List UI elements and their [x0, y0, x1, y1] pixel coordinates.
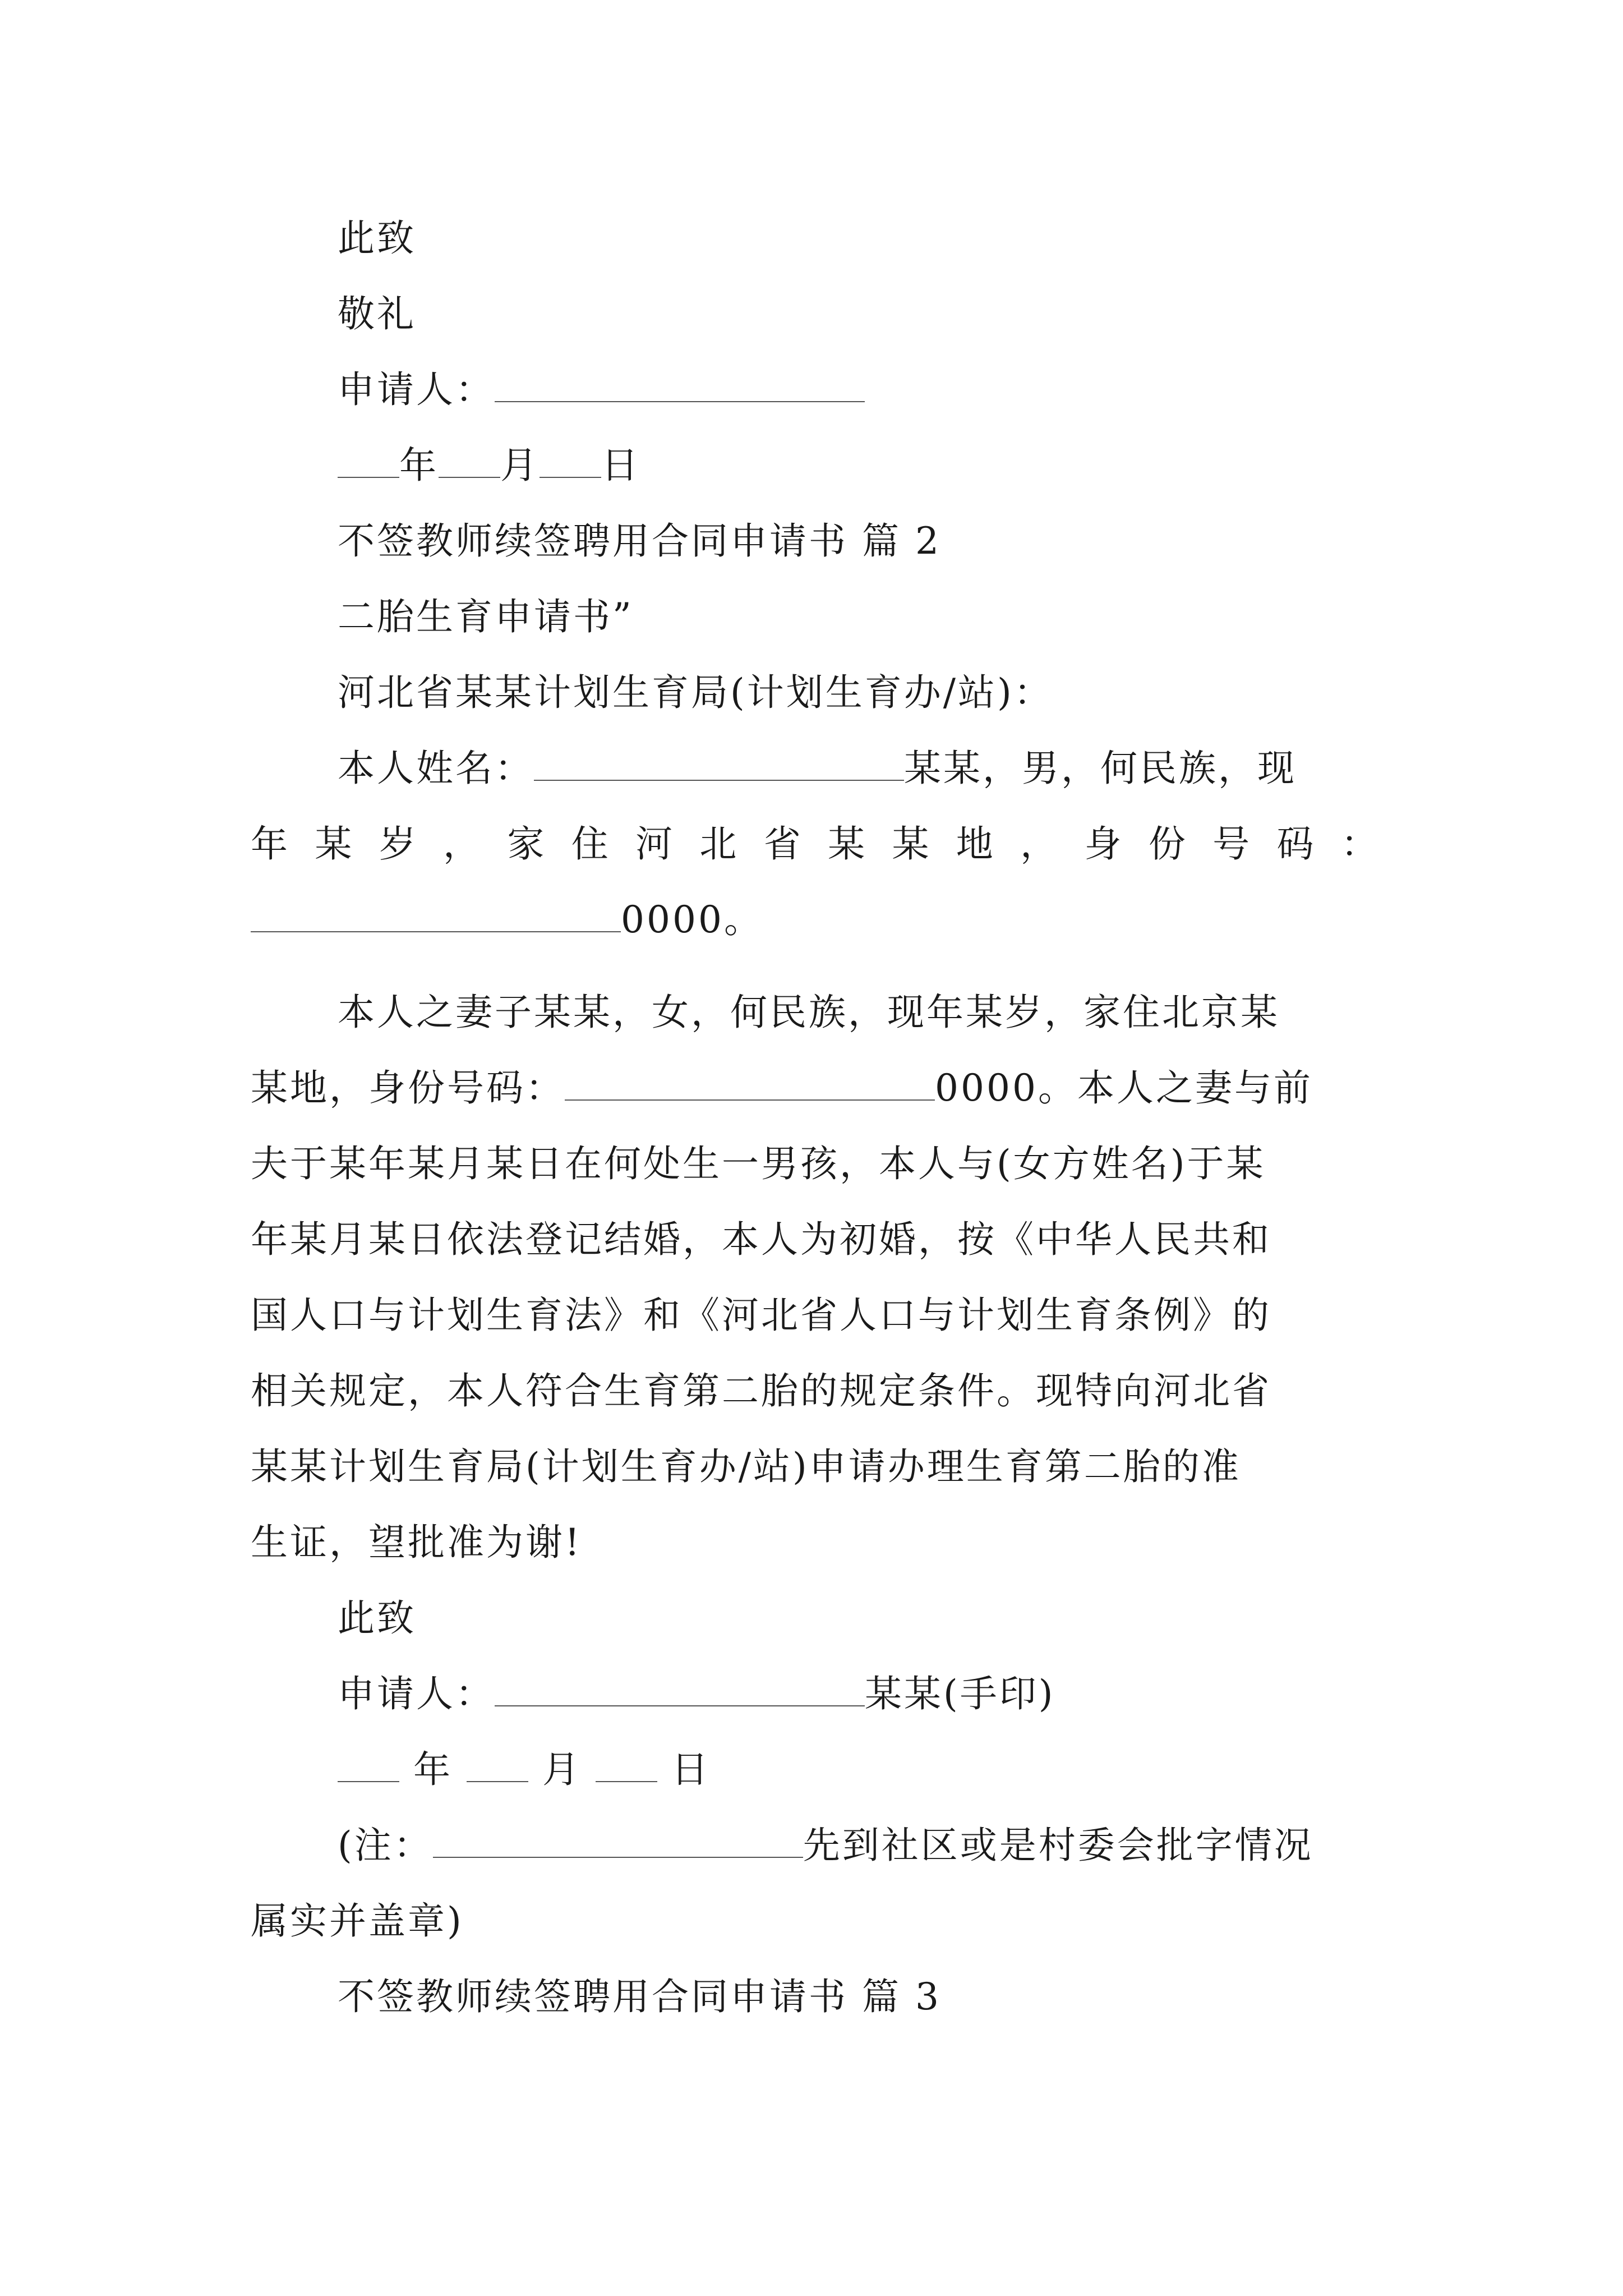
note-line-2: 属实并盖章): [251, 1899, 464, 1943]
wife-id-blank: [565, 1065, 935, 1101]
closing-regards: 敬礼: [338, 292, 416, 335]
closing-salutation-2: 此致: [338, 1596, 416, 1640]
applicant-line: [338, 365, 865, 415]
note-label: (注：: [338, 1824, 433, 1867]
justified-char: 岁: [379, 822, 416, 866]
date-line: [338, 440, 640, 491]
id-tail: 0000。: [621, 898, 763, 941]
section-heading-2: 不签教师续签聘用合同申请书 篇 2: [338, 519, 941, 563]
note-line: [338, 1820, 1313, 1871]
wife-paragraph-line-8: 生证，望批准为谢!: [251, 1521, 582, 1564]
wife-paragraph-line-5: 国人口与计划生育法》和《河北省人口与计划生育条例》的: [251, 1294, 1271, 1337]
month-label: 月: [500, 444, 540, 487]
day-blank-2: [596, 1746, 657, 1782]
day-blank: [540, 442, 601, 478]
justified-char: 某: [892, 822, 929, 866]
applicant-label: 申请人：: [338, 368, 495, 411]
name-blank: [534, 745, 904, 781]
wife-id-label: 某地，身份号码：: [251, 1066, 565, 1110]
month-blank: [439, 442, 500, 478]
applicant-line-2: [338, 1669, 1055, 1719]
section-heading-3: 不签教师续签聘用合同申请书 篇 3: [338, 1975, 941, 2018]
wife-paragraph-line-2: [251, 1063, 1313, 1114]
name-line-tail: 某某，男，何民族，现: [904, 747, 1297, 790]
applicant-label-2: 申请人：: [338, 1672, 495, 1715]
year-blank-2: [338, 1746, 399, 1782]
applicant-blank-2: [495, 1671, 865, 1706]
note-blank: [433, 1822, 803, 1858]
justified-char: ，: [1020, 822, 1058, 866]
addressee: 河北省某某计划生育局(计划生育办/站)：: [338, 671, 1053, 714]
justified-char: 某: [315, 822, 352, 866]
applicant-blank: [495, 366, 865, 402]
date-line-2: [338, 1745, 711, 1795]
name-line: [338, 743, 1297, 794]
justified-char: 身: [1084, 822, 1122, 866]
justified-char: 年: [251, 822, 288, 866]
justified-char: ，: [443, 822, 481, 866]
year-blank: [338, 442, 399, 478]
name-label: 本人姓名：: [338, 747, 534, 790]
day-label-2: 日: [671, 1748, 711, 1791]
wife-paragraph-line-3: 夫于某年某月某日在何处生一男孩，本人与(女方姓名)于某: [251, 1142, 1266, 1185]
applicant-tail-2: 某某(手印): [865, 1672, 1055, 1715]
closing-salutation: 此致: [338, 217, 416, 260]
justified-char: 住: [571, 822, 608, 866]
wife-id-tail: 0000。本人之妻与前: [935, 1066, 1313, 1110]
justified-char: 号: [1212, 822, 1250, 866]
justified-char: 码: [1276, 822, 1314, 866]
justified-line: [251, 819, 1378, 869]
justified-char: 省: [763, 822, 801, 866]
justified-char: 家: [507, 822, 545, 866]
id-line: [251, 895, 763, 945]
application-title: 二胎生育申请书”: [338, 595, 634, 638]
wife-paragraph-line-1: 本人之妻子某某，女，何民族，现年某岁，家住北京某: [338, 991, 1280, 1034]
justified-char: 地: [956, 822, 993, 866]
justified-char: ：: [1340, 822, 1378, 866]
month-blank-2: [467, 1746, 528, 1782]
id-blank: [251, 896, 621, 932]
wife-paragraph-line-4: 年某月某日依法登记结婚，本人为初婚，按《中华人民共和: [251, 1218, 1271, 1261]
justified-char: 份: [1148, 822, 1186, 866]
month-label-2: 月: [542, 1748, 582, 1791]
note-text: 先到社区或是村委会批字情况: [803, 1824, 1313, 1867]
year-label-2: 年: [413, 1748, 453, 1791]
day-label: 日: [601, 444, 640, 487]
justified-char: 河: [635, 822, 673, 866]
year-label: 年: [399, 444, 439, 487]
wife-paragraph-line-6: 相关规定，本人符合生育第二胎的规定条件。现特向河北省: [251, 1369, 1271, 1412]
justified-char: 某: [828, 822, 865, 866]
wife-paragraph-line-7: 某某计划生育局(计划生育办/站)申请办理生育第二胎的准: [251, 1445, 1241, 1488]
justified-char: 北: [699, 822, 737, 866]
